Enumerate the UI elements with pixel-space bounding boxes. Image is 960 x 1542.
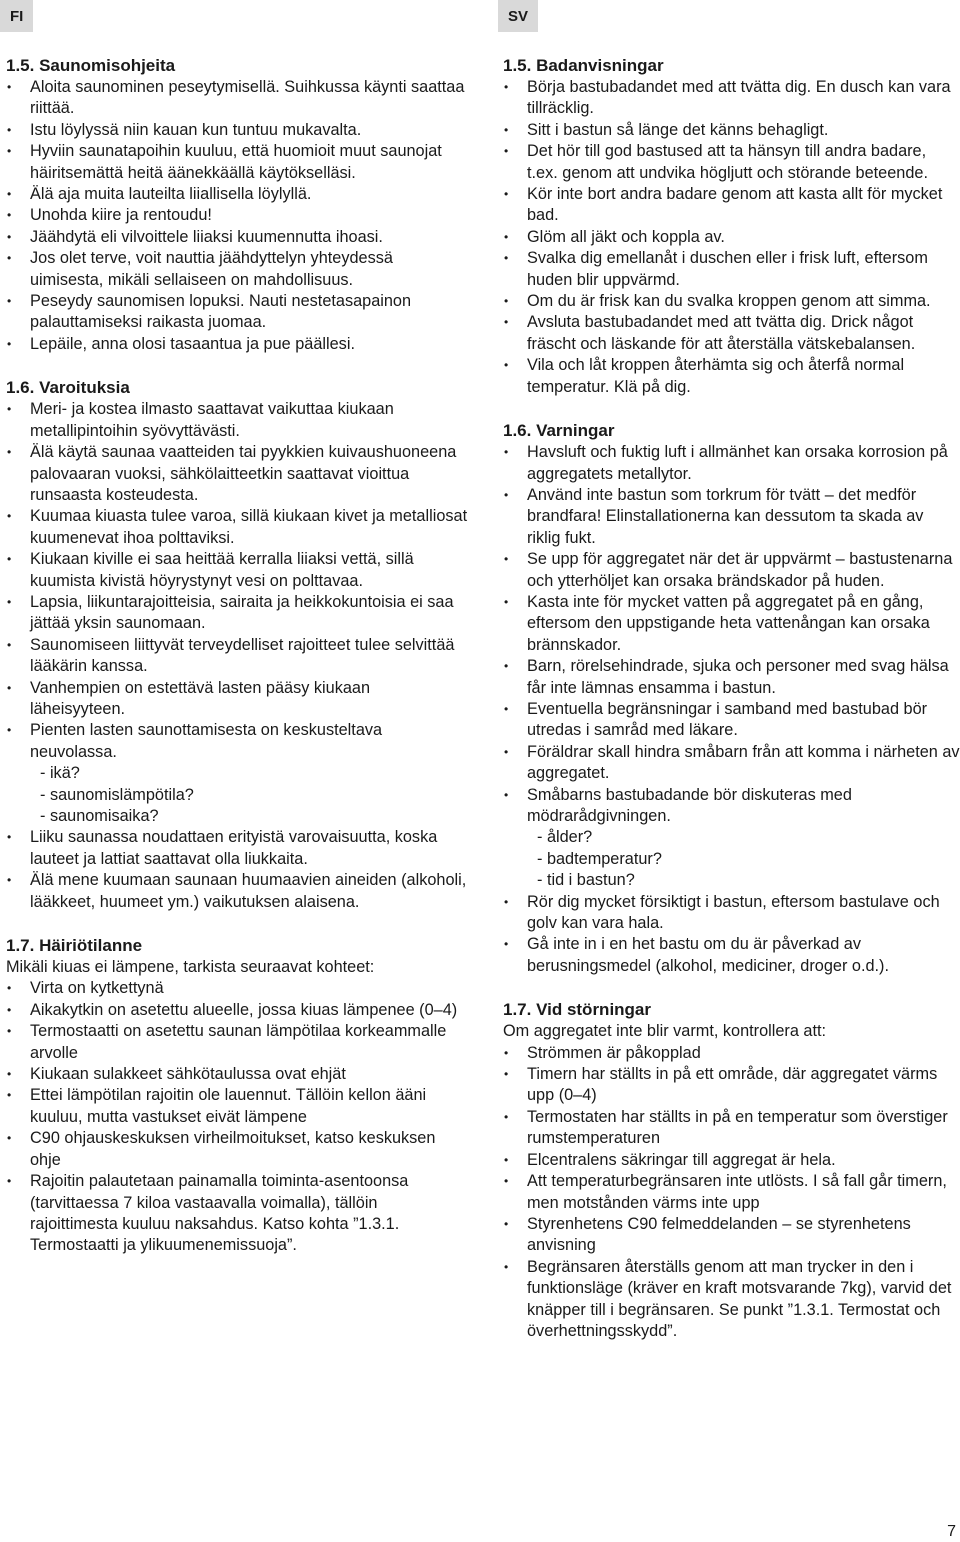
list-item: • Lepäile, anna olosi tasaantua ja pue päällesi. [6,334,468,355]
section-sauna-instructions [6,55,468,355]
bullet-list [6,978,468,1256]
list-item: • Rör dig mycket försiktigt i bastun, eftersom bastulave och golv kan vara hala. [503,892,960,935]
list-item: • Sitt i bastun så länge det känns behagligt. [503,120,960,141]
list-item: • Barn, rörelsehindrade, sjuka och personer med svag hälsa får inte lämnas ensamma i bastun. [503,656,960,699]
swedish-column [503,55,960,1364]
list-item: • Strömmen är påkopplad [503,1043,960,1064]
list-item: • Elcentralens säkringar till aggregat är hela. [503,1150,960,1171]
list-item: • Vanhempien on estettävä lasten pääsy kiukaan läheisyyteen. [6,678,468,721]
list-item [6,720,468,827]
section-title: 1.5. Saunomisohjeita [6,56,176,75]
sub-item: - ålder? [537,828,593,847]
sub-item: - ikä? [40,764,80,783]
list-item-text: Småbarns bastubadande bör diskuteras med mödrarådgivningen. [527,785,852,825]
list-item: • Se upp för aggregatet när det är uppvärmt – bastustenarna och ytterhöljet kan orsaka brändskador på huden. [503,549,960,592]
list-item: • Termostaatti on asetettu saunan lämpötilaa korkeammalle arvolle [6,1021,468,1064]
list-item: • Havsluft och fuktig luft i allmänhet kan orsaka korrosion på aggregatets metallytor. [503,442,960,485]
section-title: 1.7. Häiriötilanne [6,936,143,956]
list-item: • Styrenhetens C90 felmeddelanden – se styrenhetens anvisning [503,1214,960,1257]
list-item: • Termostaten har ställts in på en temperatur som överstiger rumstemperaturen [503,1107,960,1150]
sub-item: - badtemperatur? [537,849,662,868]
section-intro: Om aggregatet inte blir varmt, kontrollera att: [503,1022,827,1041]
list-item: • Använd inte bastun som torkrum för tvätt – det medför brandfara! Elinstallationerna kan dessutom ta skada av riklig fukt. [503,485,960,549]
section-warnings [503,420,960,977]
list-item: • Aikakytkin on asetettu alueelle, jossa kiuas lämpenee (0–4) [6,1000,468,1021]
section-troubleshooting [503,999,960,1342]
sub-item: - saunomisaika? [40,807,159,825]
list-item: • Kiukaan kiville ei saa heittää kerralla liiaksi vettä, sillä kuumista kivistä höyrystynyt vesi on polttavaa. [6,549,468,592]
list-item: • Timern har ställts in på ett område, där aggregatet värms upp (0–4) [503,1064,960,1107]
section-sauna-instructions [503,55,960,398]
sub-item: - saunomislämpötila? [40,785,194,804]
page-number: 7 [947,1523,956,1540]
list-item: • Gå inte in i en het bastu om du är påverkad av berusningsmedel (alkohol, mediciner, droger o.d.). [503,934,960,977]
section-troubleshooting [6,935,468,1257]
section-title: 1.6. Varningar [503,421,615,441]
list-item: • Begränsaren återställs genom att man trycker in den i funktionsläge (kräver en kraft motsvarande 7kg), varvid det knäpper till i begränsaren. Se punkt ”1.3.1. Termostat och överhettningsskydd”. [503,1257,960,1343]
list-item: • Älä käytä saunaa vaatteiden tai pyykkien kuivaushuoneena palovaaran vuoksi, sähkölaitteetkin saattavat vioittua runsaasta kosteudesta. [6,442,468,506]
section-title: 1.7. Vid störningar [503,1000,652,1020]
list-item: • Hyviin saunatapoihin kuuluu, että huomioit muut saunojat häiritsemättä heitä äänekkäällä käytökselläsi. [6,141,468,184]
bullet-list [503,442,960,977]
bullet-list [6,399,468,913]
list-item: • Virta on kytkettynä [6,978,468,999]
list-item: • Om du är frisk kan du svalka kroppen genom att simma. [503,291,960,312]
section-intro: Mikäli kiuas ei lämpene, tarkista seuraavat kohteet: [6,958,375,977]
list-item: • Kasta inte för mycket vatten på aggregatet på en gång, eftersom den uppstigande heta vattenångan kan orsaka brännskador. [503,592,960,656]
list-item: • Unohda kiire ja rentoudu! [6,205,468,226]
list-item: • Svalka dig emellanåt i duschen eller i frisk luft, eftersom huden blir uppvärmd. [503,248,960,291]
sub-item: - tid i bastun? [537,871,635,890]
list-item: • Eventuella begränsningar i samband med bastubad bör utredas i samråd med läkare. [503,699,960,742]
list-item: • Istu löylyssä niin kauan kun tuntuu mukavalta. [6,120,468,141]
list-item: • Peseydy saunomisen lopuksi. Nauti nestetasapainon palauttamiseksi raikasta juomaa. [6,291,468,334]
list-item: • Avsluta bastubadandet med att tvätta dig. Drick något fräscht och läskande för att återställa vätskebalansen. [503,312,960,355]
list-item: • Börja bastubadandet med att tvätta dig. En dusch kan vara tillräcklig. [503,77,960,120]
list-item [503,785,960,892]
bullet-list [503,1043,960,1343]
list-item: • Kuumaa kiuasta tulee varoa, sillä kiukaan kivet ja metalliosat kuumenevat ihoa polttaviksi. [6,506,468,549]
bullet-list [6,77,468,355]
finnish-column [6,55,468,1279]
list-item-text: Pienten lasten saunottamisesta on keskusteltava neuvolassa. [30,721,383,761]
list-item: • Liiku saunassa noudattaen erityistä varovaisuutta, koska lauteet ja lattiat saattavat olla liukkaita. [6,827,468,870]
section-warnings [6,377,468,913]
section-title: 1.6. Varoituksia [6,378,130,398]
list-item: • C90 ohjauskeskuksen virheilmoitukset, katso keskuksen ohje [6,1128,468,1171]
list-item: • Jos olet terve, voit nauttia jäähdyttelyn yhteydessä uimisesta, mikäli sellaiseen on mahdollisuus. [6,248,468,291]
list-item: • Lapsia, liikuntarajoitteisia, sairaita ja heikkokuntoisia ei saa jättää yksin saunomaan. [6,592,468,635]
list-item: • Aloita saunominen peseytymisellä. Suihkussa käynti saattaa riittää. [6,77,468,120]
bullet-list [503,77,960,398]
list-item: • Vila och låt kroppen återhämta sig och återfå normal temperatur. Klä på dig. [503,355,960,398]
language-badge-fi: FI [0,0,33,32]
list-item: • Glöm all jäkt och koppla av. [503,227,960,248]
list-item: • Saunomiseen liittyvät terveydelliset rajoitteet tulee selvittää lääkärin kanssa. [6,635,468,678]
list-item: • Att temperaturbegränsaren inte utlösts. I så fall går timern, men motstånden värms inte upp [503,1171,960,1214]
section-title: 1.5. Badanvisningar [503,56,664,75]
list-item: • Kör inte bort andra badare genom att kasta allt för mycket bad. [503,184,960,227]
list-item: • Kiukaan sulakkeet sähkötaulussa ovat ehjät [6,1064,468,1085]
list-item: • Jäähdytä eli vilvoittele liiaksi kuumennutta ihoasi. [6,227,468,248]
list-item: • Det hör till god bastused att ta hänsyn till andra badare, t.ex. genom att undvika högljutt och störande beteende. [503,141,960,184]
list-item: • Älä mene kuumaan saunaan huumaavien aineiden (alkoholi, lääkkeet, huumeet ym.) vaikutuksen alaisena. [6,870,468,913]
language-badge-sv: SV [498,0,538,32]
list-item: • Älä aja muita lauteilta liiallisella löylyllä. [6,184,468,205]
list-item: • Meri- ja kostea ilmasto saattavat vaikuttaa kiukaan metallipintoihin syövyttävästi. [6,399,468,442]
list-item: • Ettei lämpötilan rajoitin ole lauennut. Tällöin kellon ääni kuuluu, mutta vastukset eivät lämpene [6,1085,468,1128]
list-item: • Rajoitin palautetaan painamalla toiminta-asentoonsa (tarvittaessa 7 kiloa vastaavalla voimalla), tällöin rajoittimesta kuuluu naksahdus. Katso kohta ”1.3.1. Termostaatti ja ylikuumenemissuoja”. [6,1171,468,1257]
list-item: • Föräldrar skall hindra småbarn från att komma i närheten av aggregatet. [503,742,960,785]
